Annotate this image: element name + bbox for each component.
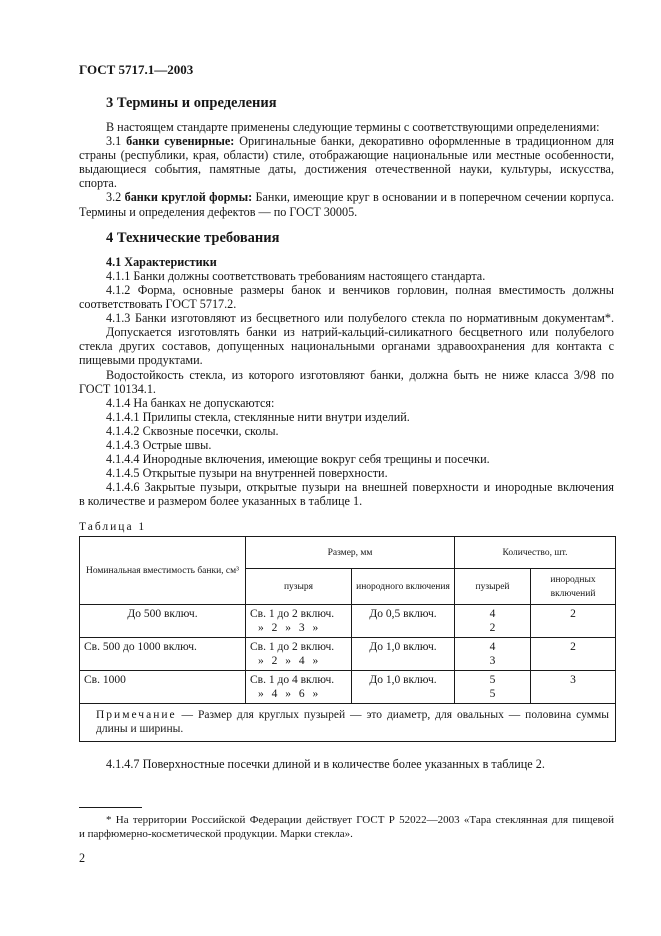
cell-bubble-count: 5 5 xyxy=(455,671,531,704)
cell-bubble-count: 4 2 xyxy=(455,605,531,638)
para-4-1-4-1: 4.1.4.1 Прилипы стекла, стеклянные нити внутри изделий. xyxy=(106,410,410,424)
table-head-size: Размер, мм xyxy=(246,537,455,569)
cell-bubble-size: Св. 1 до 2 включ. » 2 » 3 » xyxy=(246,605,352,638)
table-head-capacity: Номинальная вместимость банки, см³ xyxy=(80,537,246,605)
term-3-1-line4: спорта. xyxy=(79,176,117,190)
cell-bubble-size: Св. 1 до 4 включ. » 4 » 6 » xyxy=(246,671,352,704)
para-4-1-4-6-line1: 4.1.4.6 Закрытые пузыри, открытые пузыри на внешней поверхности и инородные включения xyxy=(106,480,614,494)
table-subhead-bubbles-count: пузырей xyxy=(455,569,531,605)
table-1-caption: Таблица 1 xyxy=(79,521,147,533)
table-subhead-inclusions-count: инородных включений xyxy=(531,569,616,605)
document-header: ГОСТ 5717.1—2003 xyxy=(79,62,194,77)
para-4-1-4-7: 4.1.4.7 Поверхностные посечки длиной и в количестве более указанных в таблице 2. xyxy=(106,757,545,771)
table-1 xyxy=(79,536,616,742)
term-3-1-line1: 3.1 банки сувенирные: Оригинальные банки, декоративно оформленные в традиционном для xyxy=(106,134,615,148)
section-3-intro: В настоящем стандарте применены следующие термины с соответствующими определениями: xyxy=(106,120,600,134)
cell-inclusion-size: До 1,0 включ. xyxy=(352,638,455,671)
para-allowed-line3: пищевыми продуктами. xyxy=(79,353,203,367)
table-subhead-bubble: пузыря xyxy=(246,569,352,605)
subsection-4-1-title: 4.1 Характеристики xyxy=(106,255,217,269)
cell-inclusion-count: 2 xyxy=(531,638,616,671)
para-4-1-4-4: 4.1.4.4 Инородные включения, имеющие вокруг себя трещины и посечки. xyxy=(106,452,490,466)
section-3-title: 3 Термины и определения xyxy=(106,95,277,111)
cell-bubble-count: 4 3 xyxy=(455,638,531,671)
cell-capacity: Св. 1000 xyxy=(80,671,246,704)
footnote-line2: и парфюмерно-косметической продукции. Марки стекла». xyxy=(79,828,353,840)
term-3-2-line1: 3.2 банки круглой формы: Банки, имеющие круг в основании и в поперечном сечении корпуса. xyxy=(106,190,615,204)
table-head-count: Количество, шт. xyxy=(455,537,616,569)
para-4-1-4-3: 4.1.4.3 Острые швы. xyxy=(106,438,212,452)
term-3-1-line2: страны (республики, края, области) стиле, отображающие национальные или местные особенности, xyxy=(79,148,614,162)
defects-reference: Термины и определения дефектов — по ГОСТ 30005. xyxy=(79,205,358,219)
table-subhead-inclusion: инородного включения xyxy=(352,569,455,605)
para-4-1-4-6-line2: в количестве и размером более указанных в таблице 1. xyxy=(79,494,363,508)
page-number: 2 xyxy=(79,851,86,865)
para-4-1-4: 4.1.4 На банках не допускаются: xyxy=(106,396,275,410)
table-note: Примечание — Размер для круглых пузырей — это диаметр, для овальных — половина суммы длины и ширины. xyxy=(80,704,616,742)
cell-inclusion-count: 2 xyxy=(531,605,616,638)
para-water-line2: ГОСТ 10134.1. xyxy=(79,382,156,396)
table-row xyxy=(80,671,616,704)
cell-capacity: До 500 включ. xyxy=(80,605,246,638)
footnote-divider xyxy=(79,807,142,808)
table-row xyxy=(80,638,616,671)
cell-bubble-size: Св. 1 до 2 включ. » 2 » 4 » xyxy=(246,638,352,671)
cell-inclusion-count: 3 xyxy=(531,671,616,704)
para-4-1-1: 4.1.1 Банки должны соответствовать требованиям настоящего стандарта. xyxy=(106,269,486,283)
para-4-1-2-line2: соответствовать ГОСТ 5717.2. xyxy=(79,297,237,311)
cell-inclusion-size: До 1,0 включ. xyxy=(352,671,455,704)
para-allowed-line2: стекла других составов, допущенных национальными органами здравоохранения для контакта с xyxy=(79,339,614,353)
para-4-1-2-line1: 4.1.2 Форма, основные размеры банок и венчиков горловин, полная вместимость должны xyxy=(106,283,614,297)
term-3-1-line3: выдающиеся события, памятные даты, достижения отечественной науки, культуры, искусства, xyxy=(79,162,614,176)
cell-inclusion-size: До 0,5 включ. xyxy=(352,605,455,638)
footnote-line1: * На территории Российской Федерации действует ГОСТ Р 52022—2003 «Тара стеклянная для пищевой xyxy=(106,814,614,826)
table-row xyxy=(80,605,616,638)
para-4-1-3: 4.1.3 Банки изготовляют из бесцветного или полубелого стекла по нормативным документам*. xyxy=(106,311,614,325)
para-water-line1: Водостойкость стекла, из которого изготовляют банки, должна быть не ниже класса 3/98 по xyxy=(106,368,614,382)
para-allowed-line1: Допускается изготовлять банки из натрий-кальций-силикатного бесцветного или полубелого xyxy=(106,325,614,339)
para-4-1-4-5: 4.1.4.5 Открытые пузыри на внутренней поверхности. xyxy=(106,466,388,480)
para-4-1-4-2: 4.1.4.2 Сквозные посечки, сколы. xyxy=(106,424,279,438)
cell-capacity: Св. 500 до 1000 включ. xyxy=(80,638,246,671)
section-4-title: 4 Технические требования xyxy=(106,230,280,246)
